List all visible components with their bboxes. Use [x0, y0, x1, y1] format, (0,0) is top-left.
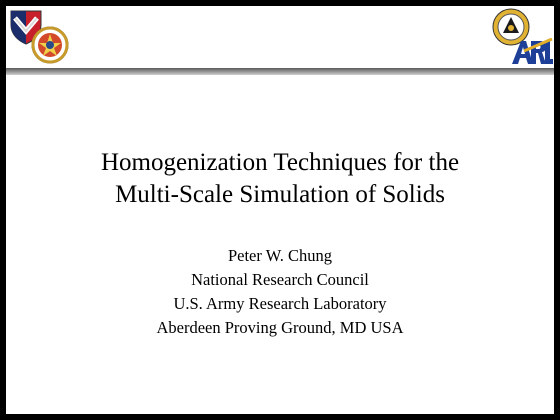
slide-title-line-1: Homogenization Techniques for the: [100, 149, 460, 176]
affiliation-line: Aberdeen Proving Ground, MD USA: [156, 318, 404, 337]
slide-title: [30, 147, 530, 211]
header-divider: [6, 68, 554, 75]
author-block: [30, 244, 530, 340]
affiliation-line: U.S. Army Research Laboratory: [173, 294, 387, 313]
affiliation-line: National Research Council: [191, 270, 369, 289]
author-name: Peter W. Chung: [227, 246, 333, 265]
slide-title-line-2: Multi-Scale Simulation of Solids: [115, 181, 445, 208]
slide: [6, 6, 554, 414]
slide-header: [6, 6, 554, 70]
arl-logo-icon: [511, 38, 553, 66]
army-unit-seal-icon: [31, 26, 69, 64]
